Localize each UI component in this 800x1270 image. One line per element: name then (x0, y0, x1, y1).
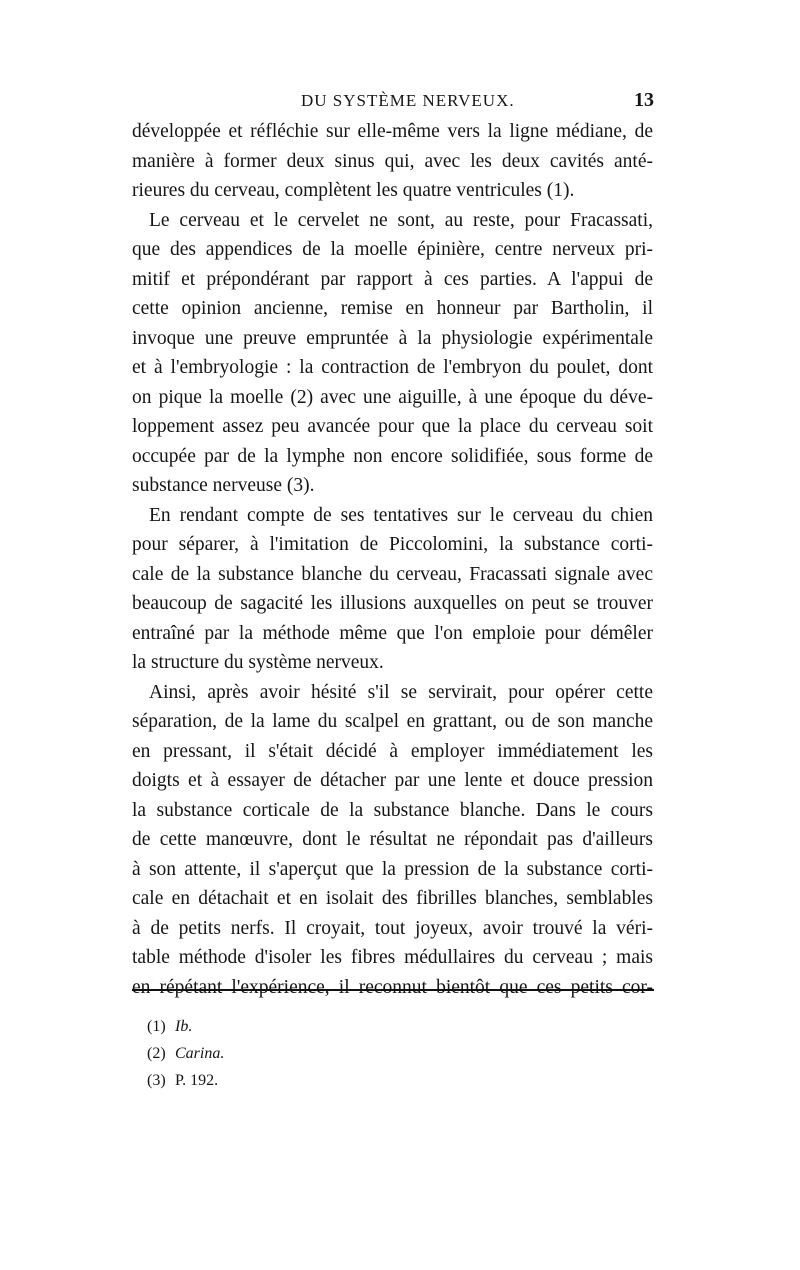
text-line: à de petits nerfs. Il croyait, tout joyeux, avoir trouvé la véri- (132, 917, 653, 939)
footnote-text: P. 192. (175, 1072, 219, 1089)
text-line: en pressant, il s'était décidé à employer immédiatement les (132, 740, 653, 762)
text-line: invoque une preuve empruntée à la physiologie expérimentale (132, 327, 653, 349)
text-line: pour séparer, à l'imitation de Piccolomini, la substance corti- (132, 534, 653, 555)
text-line: manière à former deux sinus qui, avec les deux cavités anté- (132, 150, 653, 172)
footnotes (147, 1013, 224, 1094)
running-title: DU SYSTÈME NERVEUX. (301, 91, 515, 110)
text-line: on pique la moelle (2) avec une aiguille, à une époque du déve- (132, 386, 653, 408)
text-line: développée et réfléchie sur elle-même vers la ligne médiane, de (132, 121, 653, 142)
text-line: doigts et à essayer de détacher par une lente et douce pression (132, 770, 653, 791)
text-line: la structure du système nerveux. (132, 652, 384, 673)
text-line: occupée par de la lymphe non encore solidifiée, sous forme de (132, 445, 653, 467)
footnote-rule (132, 989, 654, 991)
text-line: cette opinion ancienne, remise en honneur par Bartholin, il (132, 298, 653, 319)
footnote (147, 1040, 224, 1067)
text-line: en répétant l'expérience, il reconnut bientôt que ces petits cor- (132, 976, 653, 998)
text-line: beaucoup de sagacité les illusions auxquelles on peut se trouver (132, 593, 653, 614)
footnote-text: Carina. (175, 1045, 225, 1062)
footnote-ref: (2) (147, 1045, 166, 1062)
footnote-ref: (1) (147, 1018, 166, 1035)
text-line: Ainsi, après avoir hésité s'il se servirait, pour opérer cette (149, 681, 653, 703)
text-line: table méthode d'isoler les fibres médullaires du cerveau ; mais (132, 947, 653, 968)
text-line: loppement assez peu avancée pour que la place du cerveau soit (132, 416, 653, 437)
body-text (132, 117, 653, 1002)
text-line: entraîné par la méthode même que l'on emploie pour démêler (132, 622, 653, 644)
text-line: et à l'embryologie : la contraction de l'embryon du poulet, dont (132, 357, 653, 378)
footnote-text: Ib. (175, 1018, 193, 1035)
text-line: cale de la substance blanche du cerveau, Fracassati signale avec (132, 563, 653, 585)
page-number: 13 (634, 89, 654, 111)
text-line: séparation, de la lame du scalpel en grattant, ou de son manche (132, 711, 653, 732)
text-line: cale en détachait et en isolait des fibrilles blanches, semblables (132, 888, 653, 909)
text-line: substance nerveuse (3). (132, 475, 315, 496)
text-line: à son attente, il s'aperçut que la pression de la substance corti- (132, 858, 653, 880)
text-line: de cette manœuvre, dont le résultat ne répondait pas d'ailleurs (132, 829, 653, 850)
footnote-ref: (3) (147, 1072, 166, 1089)
text-line: En rendant compte de ses tentatives sur le cerveau du chien (149, 504, 653, 526)
footnote (147, 1067, 224, 1094)
text-line: la substance corticale de la substance blanche. Dans le cours (132, 799, 653, 821)
text-line: rieures du cerveau, complètent les quatre ventricules (1). (132, 180, 575, 201)
footnote (147, 1013, 224, 1040)
running-header (132, 91, 654, 117)
text-line: mitif et prépondérant par rapport à ces parties. A l'appui de (132, 268, 653, 290)
text-line: que des appendices de la moelle épinière, centre nerveux pri- (132, 239, 653, 260)
text-line: Le cerveau et le cervelet ne sont, au reste, pour Fracassati, (149, 209, 653, 231)
